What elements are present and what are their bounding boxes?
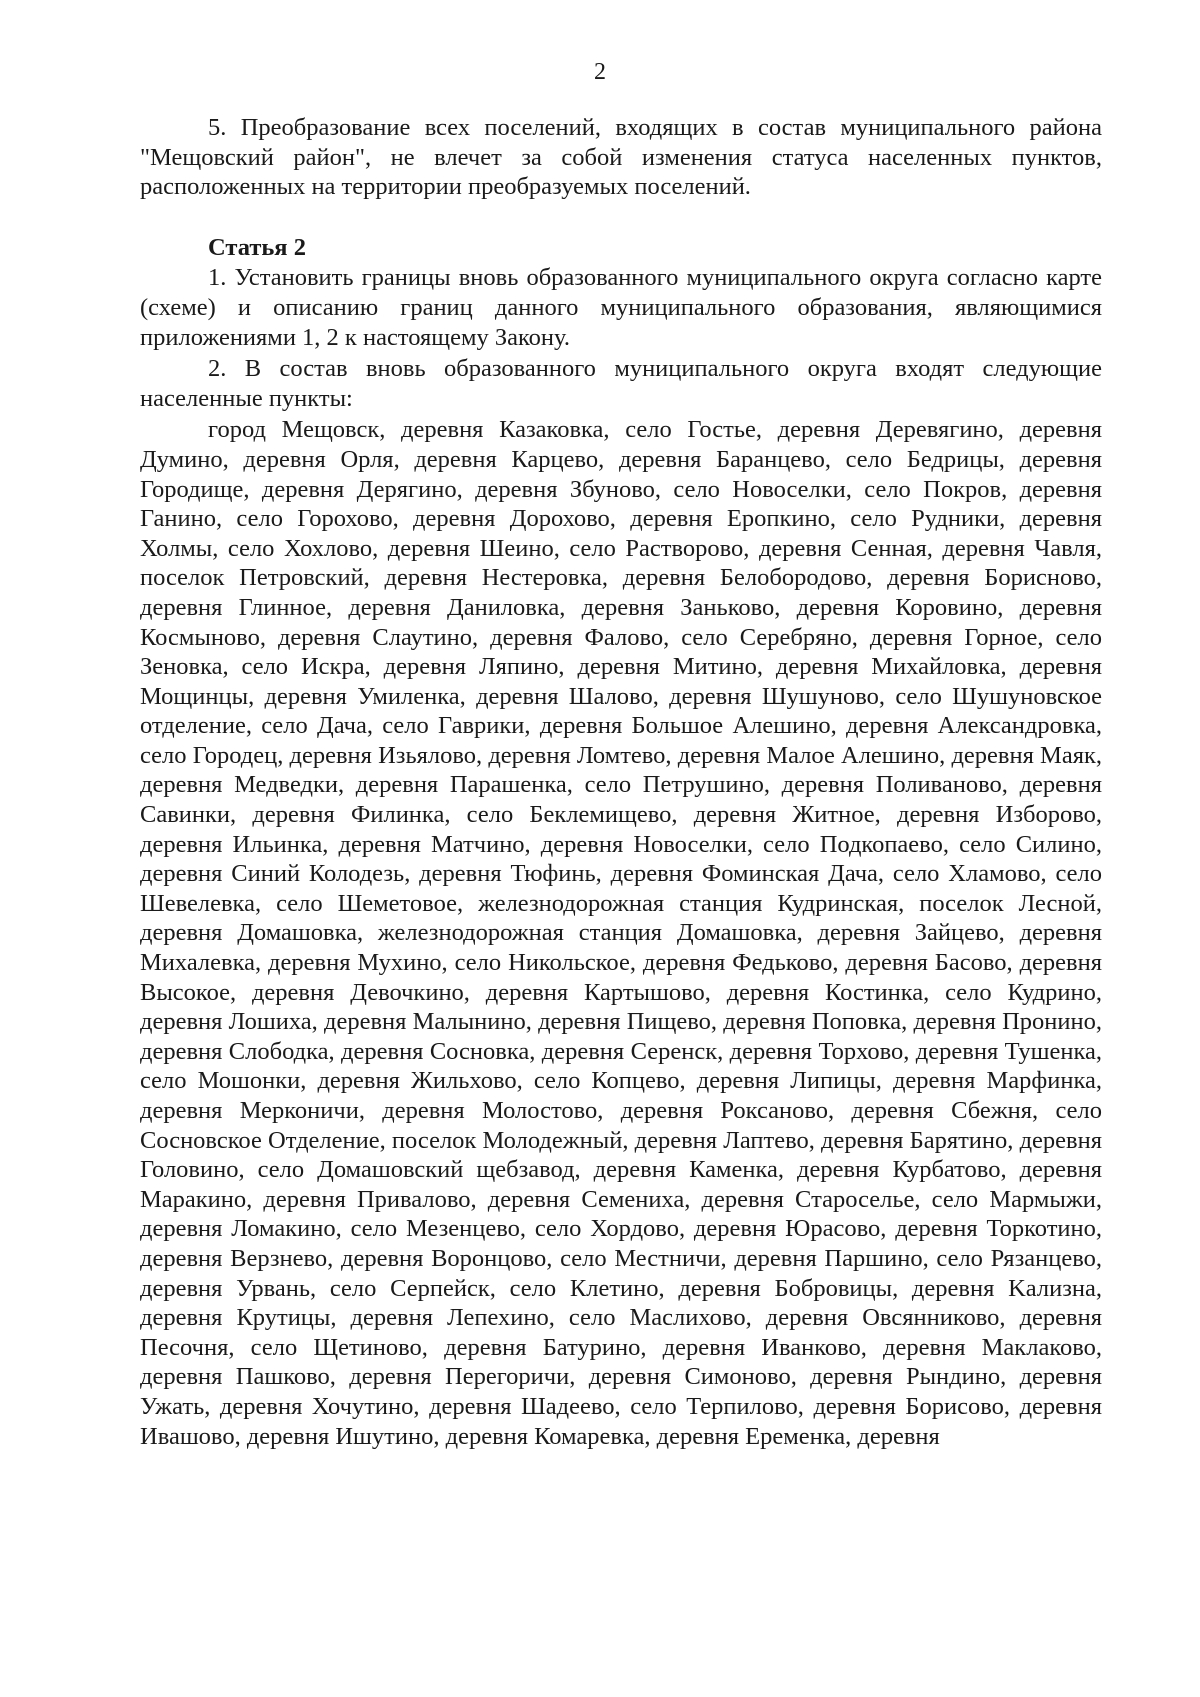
article-paragraph-2: 2. В состав вновь образованного муниципального округа входят следующие населенные пункты:: [140, 355, 1102, 412]
settlements-list: город Мещовск, деревня Казаковка, село Гостье, деревня Деревягино, деревня Думино, деревня Орля, деревня Карцево, деревня Баранцево, село Бедрицы, деревня Городище, деревня Дерягино, деревня Збуново, село Новоселки, село Покров, деревня Ганино, село Горохово, деревня Дорохово, деревня Еропкино, село Рудники, деревня Холмы, село Хохлово, деревня Шеино, село Растворово, деревня Сенная, деревня Чавля, поселок Петровский, деревня Нестеровка, деревня Белобородово, деревня Борисново, деревня Глинное, деревня Даниловка, деревня Заньково, деревня Коровино, деревня Космыново, деревня Слаутино, деревня Фалово, село Серебряно, деревня Горное, село Зеновка, село Искра, деревня Ляпино, деревня Митино, деревня Михайловка, деревня Мощинцы, деревня Умиленка, деревня Шалово, деревня Шушуново, село Шушуновское отделение, село Дача, село Гаврики, деревня Большое Алешино, деревня Александровка, село Городец, деревня Изьялово, деревня Ломтево, деревня Малое Алешино, деревня Маяк, деревня Медведки, деревня Парашенка, село Петрушино, деревня Поливаново, деревня Савинки, деревня Филинка, село Беклемищево, деревня Житное, деревня Изборово, деревня Ильинка, деревня Матчино, деревня Новоселки, село Подкопаево, село Силино, деревня Синий Колодезь, деревня Тюфинь, деревня Фоминская Дача, село Хламово, село Шевелевка, село Шеметовое, железнодорожная станция Кудринская, поселок Лесной, деревня Домашовка, железнодорожная станция Домашовка, деревня Зайцево, деревня Михалевка, деревня Мухино, село Никольское, деревня Федьково, деревня Басово, деревня Высокое, деревня Девочкино, деревня Картышово, деревня Костинка, село Кудрино, деревня Лошиха, деревня Малынино, деревня Пищево, деревня Поповка, деревня Пронино, деревня Слободка, деревня Сосновка, деревня Серенск, деревня Торхово, деревня Тушенка, село Мошонки, деревня Жильхово, село Копцево, деревня Липицы, деревня Марфинка, деревня Мерконичи, деревня Молостово, деревня Роксаново, деревня Сбежня, село Сосновское Отделение, поселок Молодежный, деревня Лаптево, деревня Барятино, деревня Головино, село Домашовский щебзавод, деревня Каменка, деревня Курбатово, деревня Маракино, деревня Привалово, деревня Семениха, деревня Староселье, село Мармыжи, деревня Ломакино, село Мезенцево, село Хордово, деревня Юрасово, деревня Торкотино, деревня Верзнево, деревня Воронцово, село Местничи, деревня Паршино, село Рязанцево, деревня Урвань, село Серпейск, село Клетино, деревня Бобровицы, деревня Kализна, деревня Крутицы, деревня Лепехино, село Маслихово, деревня Овсянниково, деревня Песочня, село Щетиново, деревня Батурино, деревня Иванково, деревня Маклаково, деревня Пашково, деревня Перегоричи, деревня Симоново, деревня Рындино, деревня Ужать, деревня Хочутино, деревня Шадеево, село Терпилово, деревня Борисово, деревня Ивашово, деревня Ишутино, деревня Комаревка, деревня Еременка, деревня: [140, 416, 1102, 1450]
paragraph-5: 5. Преобразование всех поселений, входящих в состав муниципального района "Мещовский район", не влечет за собой изменения статуса населенных пунктов, расположенных на территории преобразуемых поселений.: [140, 114, 1102, 201]
article-paragraph-1: 1. Установить границы вновь образованного муниципального округа согласно карте (схеме) и описанию границ данного муниципального образования, являющимися приложениями 1, 2 к настоящему Закону.: [140, 264, 1102, 351]
article-heading: Статья 2: [208, 233, 306, 261]
document-body: [140, 113, 1102, 1451]
page-number: 2: [594, 59, 606, 85]
